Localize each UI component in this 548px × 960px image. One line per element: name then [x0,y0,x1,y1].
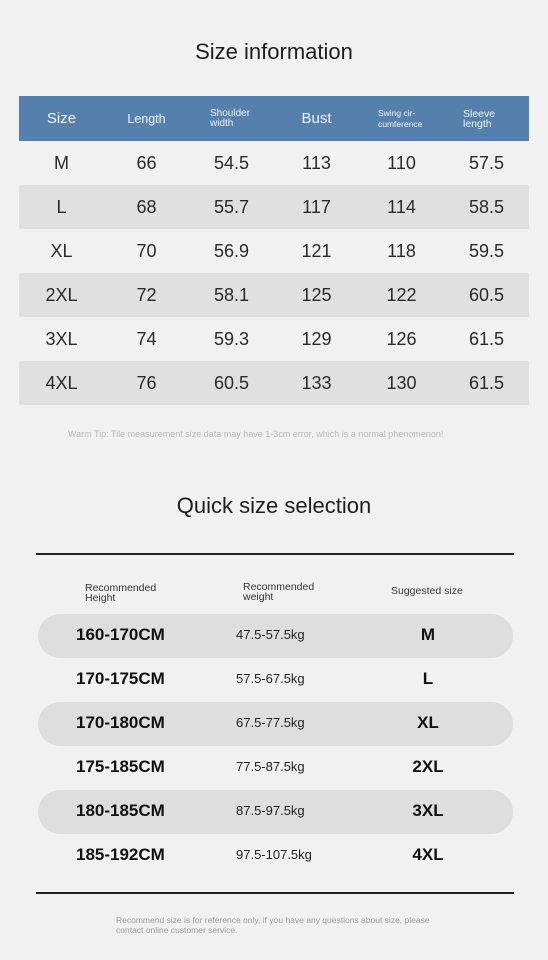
cell-bust: 125 [301,284,332,305]
size-table-header [19,96,529,141]
quick-weight: 97.5-107.5kg [236,847,312,862]
quick-size: L [422,669,434,688]
quick-size: M [420,625,436,644]
cell-swing-circumference: 130 [386,372,417,393]
quick-selection-header [0,580,548,604]
cell-swing-circumference: 122 [386,284,417,305]
cell-size: 2XL [45,284,78,305]
header-swing-circumference: Swing cir- cumference [378,107,423,129]
cell-swing-circumference: 110 [387,152,416,173]
cell-size: M [54,152,69,173]
cell-sleeve-length: 61.5 [468,372,505,393]
cell-size: 4XL [45,372,78,393]
quick-weight: 57.5-67.5kg [236,671,305,686]
cell-sleeve-length: 59.5 [468,240,505,261]
header-bust: Bust [301,110,332,127]
quick-height: 180-185CM [76,801,165,820]
cell-swing-circumference: 118 [387,240,416,261]
cell-swing-circumference: 114 [387,196,416,217]
cell-length: 70 [136,240,157,261]
quick-size-row [38,614,513,658]
cell-sleeve-length: 57.5 [468,152,505,173]
cell-size: XL [50,240,73,261]
divider-bottom [36,892,514,894]
cell-sleeve-length: 60.5 [468,284,505,305]
quick-weight: 77.5-87.5kg [236,759,305,774]
quick-size-row [38,658,513,702]
quick-size-row [38,702,513,746]
cell-length: 74 [136,328,157,349]
warm-tip: Warm Tip: Tile measurement size data may have 1-3cm error, which is a normal phenomenon! [68,429,444,439]
cell-sleeve-length: 61.5 [468,328,505,349]
quick-size-row [38,790,513,834]
cell-bust: 117 [302,196,331,217]
cell-length: 72 [136,284,157,305]
size-row [19,185,529,229]
cell-length: 66 [136,152,157,173]
quick-size-selection-title: Quick size selection [176,493,372,518]
quick-size: 4XL [412,845,444,864]
header-recommended-height: Recommended Height [85,582,157,604]
cell-shoulder-width: 59.3 [213,328,250,349]
cell-swing-circumference: 126 [386,328,417,349]
quick-height: 170-175CM [76,669,165,688]
quick-size: 3XL [412,801,444,820]
quick-weight: 67.5-77.5kg [236,715,305,730]
cell-shoulder-width: 54.5 [213,152,250,173]
size-row [19,141,529,185]
cell-shoulder-width: 55.7 [213,196,250,217]
quick-height: 160-170CM [76,625,165,644]
quick-height: 185-192CM [76,845,165,864]
cell-size: 3XL [45,328,78,349]
size-row [19,361,529,405]
header-suggested-size: Suggested size [391,585,463,597]
cell-bust: 129 [301,328,332,349]
size-information-title: Size information [195,39,353,64]
header-size: Size [46,110,77,127]
cell-shoulder-width: 56.9 [213,240,250,261]
size-table [19,96,529,405]
cell-length: 68 [136,196,157,217]
cell-bust: 113 [302,152,331,173]
quick-size: 2XL [412,757,444,776]
size-row [19,273,529,317]
quick-size: XL [417,713,439,732]
cell-bust: 133 [301,372,332,393]
quick-weight: 47.5-57.5kg [236,627,305,642]
cell-shoulder-width: 58.1 [213,284,250,305]
header-sleeve-length: Sleeve length [463,107,496,130]
quick-height: 170-180CM [76,713,165,732]
quick-height: 175-185CM [76,757,165,776]
quick-size-row [38,746,513,790]
header-recommended-weight: Recommended weight [243,581,315,603]
header-length: Length [127,111,166,126]
reference-note: Recommend size is for reference only, if you have any questions about size, please contact online customer service. [116,915,430,935]
cell-sleeve-length: 58.5 [468,196,505,217]
cell-length: 76 [136,372,157,393]
divider-top [36,553,514,555]
quick-weight: 87.5-97.5kg [236,803,305,818]
size-row [19,317,529,361]
size-row [19,229,529,273]
cell-bust: 121 [301,240,332,261]
quick-size-row [38,834,513,878]
header-shoulder-width: Shoulder width [210,107,251,129]
cell-shoulder-width: 60.5 [213,372,250,393]
cell-size: L [56,196,67,217]
